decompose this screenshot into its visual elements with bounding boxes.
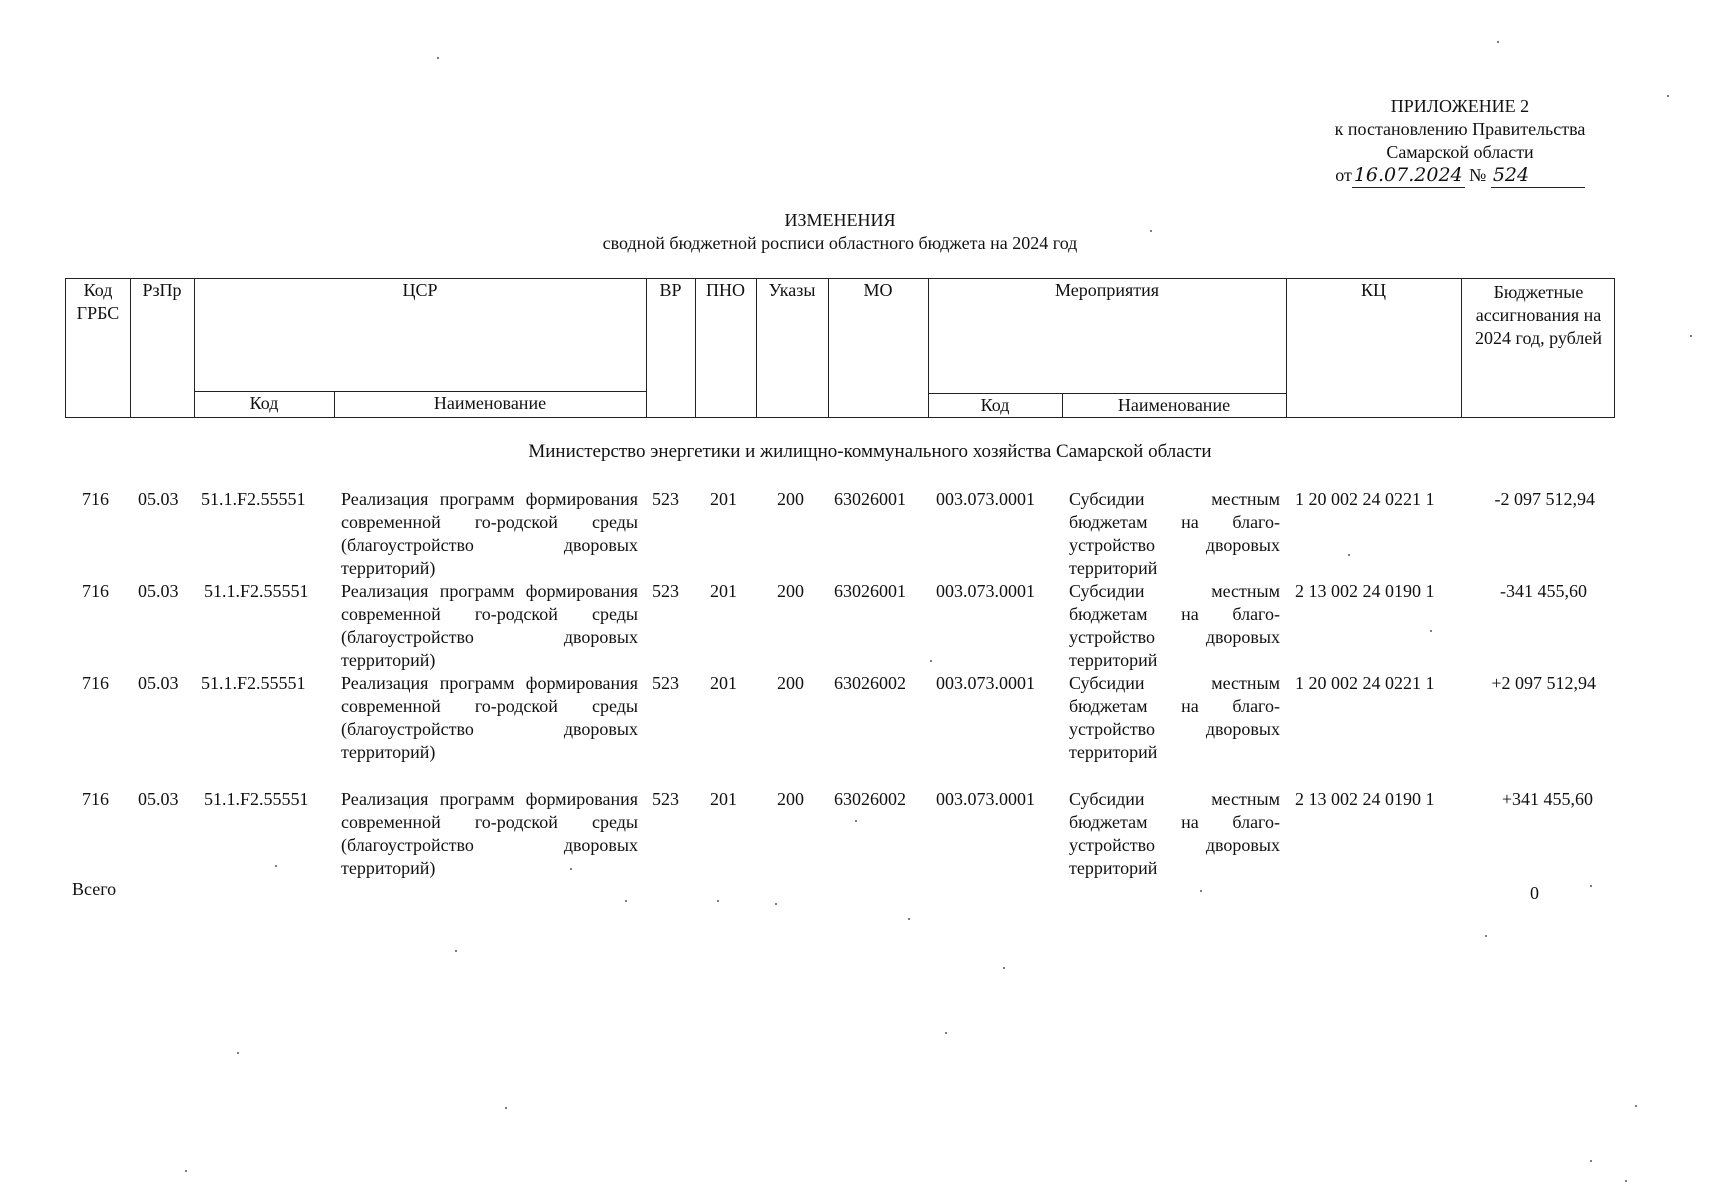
cell-kc: 1 20 002 24 0221 1 — [1295, 673, 1435, 693]
cell-pno: 201 — [710, 489, 737, 509]
appendix-subtitle: к постановлению Правительства — [1334, 119, 1586, 139]
cell-amount: +2 097 512,94 — [1491, 673, 1596, 693]
cell-rzpr: 05.03 — [138, 673, 179, 693]
cell-mo: 63026001 — [834, 489, 906, 509]
cell-rzpr: 05.03 — [138, 489, 179, 509]
total-value: 0 — [1530, 883, 1539, 903]
appendix-block — [1280, 95, 1640, 188]
header-pno: ПНО — [706, 280, 745, 300]
header-csr-name: Наименование — [433, 393, 547, 413]
header-mo: МО — [863, 280, 893, 300]
cell-kc: 1 20 002 24 0221 1 — [1295, 489, 1435, 509]
appendix-title: ПРИЛОЖЕНИЕ 2 — [1390, 96, 1530, 116]
header-events-name: Наименование — [1117, 395, 1231, 415]
cell-event-name: Субсидии местным бюджетам на благо-устройство дворовых территорий — [1069, 673, 1280, 762]
cell-pno: 201 — [710, 789, 737, 809]
cell-csr-code: 51.1.F2.55551 — [201, 673, 306, 693]
header-events: Мероприятия — [1054, 280, 1160, 300]
cell-ukazy: 200 — [777, 581, 804, 601]
cell-kc: 2 13 002 24 0190 1 — [1295, 789, 1435, 809]
cell-csr-name: Реализация программ формирования современной го-родской среды (благоустройство дворовых территорий) — [341, 789, 638, 878]
handwritten-number: 524 — [1491, 164, 1585, 188]
cell-event-name: Субсидии местным бюджетам на благо-устройство дворовых территорий — [1069, 789, 1280, 878]
number-prefix: № — [1469, 165, 1487, 185]
cell-grbs: 716 — [82, 789, 109, 809]
header-vr: ВР — [659, 280, 682, 300]
cell-vr: 523 — [652, 489, 679, 509]
total-label: Всего — [72, 879, 117, 899]
cell-csr-name: Реализация программ формирования современной го-родской среды (благоустройство дворовых территорий) — [341, 673, 638, 762]
document-title: ИЗМЕНЕНИЯ — [784, 210, 896, 230]
header-grbs: Код ГРБС — [76, 280, 120, 323]
cell-mo: 63026002 — [834, 673, 906, 693]
cell-csr-name: Реализация программ формирования современной го-родской среды (благоустройство дворовых территорий) — [341, 489, 638, 578]
date-prefix: от — [1335, 165, 1352, 185]
cell-csr-name: Реализация программ формирования современной го-родской среды (благоустройство дворовых территорий) — [341, 581, 638, 670]
cell-pno: 201 — [710, 581, 737, 601]
cell-event-name: Субсидии местным бюджетам на благо-устройство дворовых территорий — [1069, 489, 1280, 578]
header-ukazy: Указы — [768, 280, 816, 300]
cell-grbs: 716 — [82, 581, 109, 601]
header-budget: Бюджетные ассигнования на 2024 год, рублей — [1475, 282, 1602, 348]
cell-mo: 63026001 — [834, 581, 906, 601]
cell-grbs: 716 — [82, 489, 109, 509]
cell-csr-code: 51.1.F2.55551 — [204, 789, 309, 809]
cell-amount: -341 455,60 — [1500, 581, 1587, 601]
cell-event-code: 003.073.0001 — [936, 789, 1035, 809]
appendix-region: Самарской области — [1386, 142, 1534, 162]
header-rzpr: РзПр — [142, 280, 182, 300]
cell-rzpr: 05.03 — [138, 789, 179, 809]
cell-rzpr: 05.03 — [138, 581, 179, 601]
cell-mo: 63026002 — [834, 789, 906, 809]
cell-ukazy: 200 — [777, 673, 804, 693]
cell-event-code: 003.073.0001 — [936, 673, 1035, 693]
cell-csr-code: 51.1.F2.55551 — [204, 581, 309, 601]
cell-kc: 2 13 002 24 0190 1 — [1295, 581, 1435, 601]
cell-pno: 201 — [710, 673, 737, 693]
cell-event-name: Субсидии местным бюджетам на благо-устройство дворовых территорий — [1069, 581, 1280, 670]
handwritten-date: 16.07.2024 — [1353, 164, 1463, 186]
ministry-heading: Министерство энергетики и жилищно-коммунального хозяйства Самарской области — [528, 441, 1212, 462]
header-events-code: Код — [980, 395, 1010, 415]
cell-amount: +341 455,60 — [1501, 789, 1593, 809]
appendix-date-line — [1335, 164, 1585, 188]
cell-ukazy: 200 — [777, 489, 804, 509]
cell-grbs: 716 — [82, 673, 109, 693]
cell-ukazy: 200 — [777, 789, 804, 809]
cell-vr: 523 — [652, 673, 679, 693]
header-csr: ЦСР — [402, 280, 438, 300]
header-kc: КЦ — [1360, 280, 1386, 300]
table-header — [65, 278, 1615, 418]
cell-csr-code: 51.1.F2.55551 — [201, 489, 306, 509]
cell-event-code: 003.073.0001 — [936, 489, 1035, 509]
cell-vr: 523 — [652, 789, 679, 809]
cell-vr: 523 — [652, 581, 679, 601]
cell-amount: -2 097 512,94 — [1494, 489, 1595, 509]
cell-event-code: 003.073.0001 — [936, 581, 1035, 601]
document-subtitle: сводной бюджетной росписи областного бюджета на 2024 год — [602, 233, 1078, 253]
header-csr-code: Код — [249, 393, 279, 413]
